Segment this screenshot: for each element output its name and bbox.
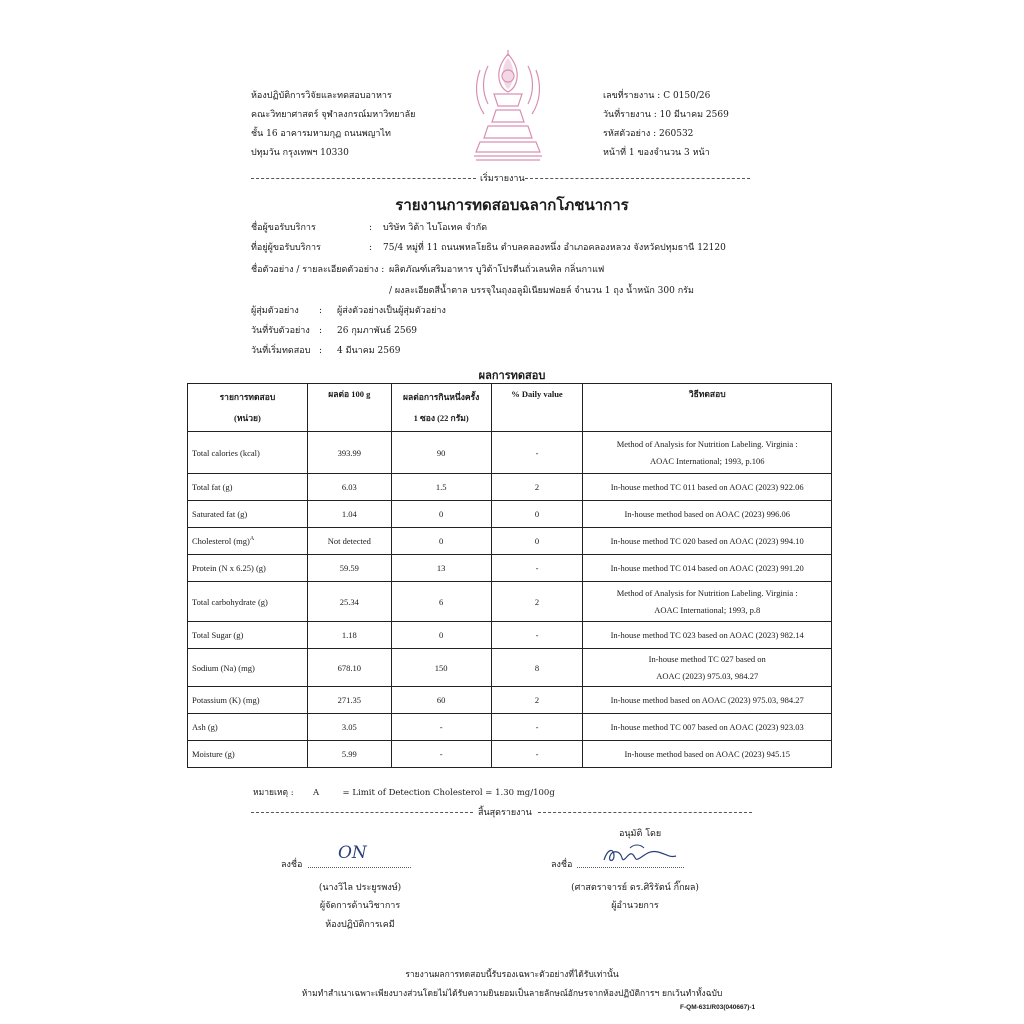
- results-table: [187, 383, 832, 768]
- cell-method: [583, 649, 832, 687]
- report-end-label: สิ้นสุดรายงาน: [478, 808, 532, 818]
- cell-item: Saturated fat (g): [188, 501, 308, 528]
- separator-right: [525, 178, 750, 179]
- note-text: = Limit of Detection Cholesterol = 1.30 mg/100g: [342, 788, 555, 798]
- right-signer-name: (ศาสตราจารย์ ดร.ศิริรัตน์ กิ๊กผล): [571, 883, 699, 893]
- lab-address-line: คณะวิทยาศาสตร์ จุฬาลงกรณ์มหาวิทยาลัย: [251, 110, 416, 120]
- header-item: รายการทดสอบ (หน่วย): [188, 384, 308, 432]
- sampler-label: ผู้สุ่มตัวอย่าง: [251, 306, 299, 316]
- table-row: [188, 622, 832, 649]
- start-label: วันที่เริ่มทดสอบ: [251, 346, 311, 356]
- cell-dv: -: [491, 714, 583, 741]
- method-line: Method of Analysis for Nutrition Labeling. Virginia :: [616, 438, 798, 449]
- cell-method: [583, 555, 832, 582]
- sample-label: ชื่อตัวอย่าง / รายละเอียดตัวอย่าง :: [251, 265, 385, 275]
- cell-method: [583, 528, 832, 555]
- start-row: วันที่เริ่มทดสอบ : 4 มีนาคม 2569: [251, 343, 400, 359]
- method-line: In-house method based on AOAC (2023) 945.15: [624, 748, 790, 759]
- table-row: [188, 741, 832, 768]
- page-title: รายงานการทดสอบฉลากโภชนาการ: [395, 196, 629, 214]
- cell-serving: 60: [391, 687, 491, 714]
- form-code: F-QM-631/R03(040667)-1: [680, 1004, 756, 1011]
- method-line: AOAC International; 1993, p.106: [649, 455, 765, 466]
- cell-serving: -: [391, 741, 491, 768]
- header-daily-value: % Daily value: [491, 384, 583, 432]
- cell-item: Total carbohydrate (g): [188, 582, 308, 622]
- method-line: In-house method TC 020 based on AOAC (2023) 994.10: [610, 535, 804, 546]
- method-line: AOAC (2023) 975.03, 984.27: [656, 670, 759, 681]
- sampler-row: ผู้สุ่มตัวอย่าง : ผู้ส่งตัวอย่างเป็นผู้สุ่มตัวอย่าง: [251, 303, 446, 319]
- page-indicator: หน้าที่ 1 ของจำนวน 3 หน้า: [603, 148, 710, 158]
- approved-by-label: อนุมัติ โดย: [619, 829, 662, 839]
- cell-serving: 0: [391, 528, 491, 555]
- cell-per100: 25.34: [307, 582, 391, 622]
- end-separator-right: [538, 812, 752, 813]
- cell-per100: 59.59: [307, 555, 391, 582]
- address-value: 75/4 หมู่ที่ 11 ถนนพหลโยธิน ตำบลคลองหนึ่ง อำเภอคลองหลวง จังหวัดปทุมธานี 12120: [383, 243, 726, 253]
- cell-item: Moisture (g): [188, 741, 308, 768]
- footer-line-1: รายงานผลการทดสอบนี้รับรองเฉพาะตัวอย่างที่ได้รับเท่านั้น: [405, 970, 619, 980]
- table-row: [188, 501, 832, 528]
- sampler-value: ผู้ส่งตัวอย่างเป็นผู้สุ่มตัวอย่าง: [337, 306, 446, 316]
- cell-item: Sodium (Na) (mg): [188, 649, 308, 687]
- customer-value: บริษัท วิต้า ไบโอเทค จำกัด: [383, 223, 488, 233]
- cell-per100: Not detected: [307, 528, 391, 555]
- sample-detail-row: [389, 283, 694, 299]
- cell-dv: 0: [491, 501, 583, 528]
- table-row: [188, 474, 832, 501]
- results-title: ผลการทดสอบ: [478, 369, 546, 382]
- cell-serving: 6: [391, 582, 491, 622]
- cell-serving: 13: [391, 555, 491, 582]
- cell-dv: 2: [491, 474, 583, 501]
- cell-per100: 271.35: [307, 687, 391, 714]
- report-meta: [603, 87, 729, 163]
- table-row: [188, 555, 832, 582]
- cell-item: Potassium (K) (mg): [188, 687, 308, 714]
- sample-value: ผลิตภัณฑ์เสริมอาหาร บูวิต้าโปรตีนถั่วเลนทิล กลิ่นกาแฟ: [389, 265, 605, 275]
- cell-per100: 6.03: [307, 474, 391, 501]
- cell-per100: 1.04: [307, 501, 391, 528]
- cell-serving: 90: [391, 432, 491, 474]
- report-start-label: เริ่มรายงาน: [480, 174, 525, 184]
- end-separator-left: [251, 812, 473, 813]
- right-sign-label: ลงชื่อ: [551, 860, 573, 870]
- cell-serving: 0: [391, 501, 491, 528]
- cell-method: [583, 582, 832, 622]
- method-line: In-house method TC 007 based on AOAC (2023) 923.03: [610, 721, 804, 732]
- method-line: In-house method TC 014 based on AOAC (2023) 991.20: [610, 562, 804, 573]
- method-line: In-house method TC 011 based on AOAC (2023) 922.06: [610, 481, 804, 492]
- method-line: In-house method TC 023 based on AOAC (2023) 982.14: [610, 629, 804, 640]
- cell-method: [583, 622, 832, 649]
- sample-code: รหัสตัวอย่าง : 260532: [603, 129, 694, 139]
- left-sign-label: ลงชื่อ: [281, 860, 303, 870]
- lab-address-line: ชั้น 16 อาคารมหามกุฏ ถนนพญาไท: [251, 129, 391, 139]
- report-date: วันที่รายงาน : 10 มีนาคม 2569: [603, 110, 729, 120]
- cell-method: [583, 432, 832, 474]
- cell-per100: 1.18: [307, 622, 391, 649]
- left-sign-line: [308, 867, 411, 868]
- header-per100: ผลต่อ 100 g: [307, 384, 391, 432]
- table-row: [188, 528, 832, 555]
- cell-item: Total calories (kcal): [188, 432, 308, 474]
- method-line: Method of Analysis for Nutrition Labeling. Virginia :: [616, 587, 798, 598]
- cell-dv: -: [491, 622, 583, 649]
- table-row: [188, 582, 832, 622]
- header-method: วิธีทดสอบ: [583, 384, 832, 432]
- cell-dv: 8: [491, 649, 583, 687]
- address-label: ที่อยู่ผู้ขอรับบริการ: [251, 243, 321, 253]
- table-row: [188, 714, 832, 741]
- cell-method: [583, 714, 832, 741]
- customer-row: ชื่อผู้ขอรับบริการ : บริษัท วิต้า ไบโอเทค จำกัด: [251, 220, 487, 236]
- cell-item: Total Sugar (g): [188, 622, 308, 649]
- lab-address: [251, 87, 415, 163]
- cell-method: [583, 474, 832, 501]
- cell-item: Protein (N x 6.25) (g): [188, 555, 308, 582]
- header-serving: ผลต่อการกินหนึ่งครั้ง 1 ซอง (22 กรัม): [391, 384, 491, 432]
- left-signer-title: ผู้จัดการด้านวิชาการ: [319, 901, 401, 911]
- table-row: [188, 687, 832, 714]
- separator-left: [251, 178, 476, 179]
- cell-serving: 0: [391, 622, 491, 649]
- right-signature: [600, 840, 680, 870]
- cell-per100: 3.05: [307, 714, 391, 741]
- footer-line-2: ห้ามทำสำเนาเฉพาะเพียงบางส่วนโดยไม่ได้รับความยินยอมเป็นลายลักษณ์อักษรจากห้องปฏิบัติการฯ ยกเว้นทำทั้งฉบับ: [301, 989, 723, 999]
- footnote-marker: A: [249, 536, 255, 543]
- received-label: วันที่รับตัวอย่าง: [251, 326, 310, 336]
- lab-address-line: ปทุมวัน กรุงเทพฯ 10330: [251, 148, 349, 158]
- cell-dv: -: [491, 432, 583, 474]
- report-number: เลขที่รายงาน : C 0150/26: [603, 91, 711, 101]
- cell-dv: -: [491, 555, 583, 582]
- cell-method: [583, 741, 832, 768]
- cell-dv: 2: [491, 582, 583, 622]
- university-seal-logo: [468, 48, 548, 166]
- cell-dv: 2: [491, 687, 583, 714]
- cell-serving: 1.5: [391, 474, 491, 501]
- cell-serving: 150: [391, 649, 491, 687]
- sample-detail-value: / ผงละเอียดสีน้ำตาล บรรจุในถุงอลูมิเนียมฟอยล์ จำนวน 1 ถุง น้ำหนัก 300 กรัม: [389, 286, 694, 296]
- sample-row: [251, 262, 604, 278]
- left-signer-name: (นางวิไล ประยูรพงษ์): [318, 883, 402, 893]
- cell-dv: 0: [491, 528, 583, 555]
- cell-method: [583, 501, 832, 528]
- table-row: [188, 432, 832, 474]
- note-row: [253, 785, 555, 799]
- cell-per100: 393.99: [307, 432, 391, 474]
- cell-item: Cholesterol (mg)$^A$: [188, 528, 308, 555]
- customer-label: ชื่อผู้ขอรับบริการ: [251, 223, 316, 233]
- cell-method: [583, 687, 832, 714]
- received-row: วันที่รับตัวอย่าง : 26 กุมภาพันธ์ 2569: [251, 323, 417, 339]
- cell-per100: 5.99: [307, 741, 391, 768]
- lab-address-line: ห้องปฏิบัติการวิจัยและทดสอบอาหาร: [251, 91, 392, 101]
- method-line: In-house method based on AOAC (2023) 996.06: [624, 508, 790, 519]
- note-marker: A: [312, 788, 320, 798]
- start-value: 4 มีนาคม 2569: [337, 346, 401, 356]
- method-line: In-house method TC 027 based on: [648, 653, 766, 664]
- cell-dv: -: [491, 741, 583, 768]
- right-signer-title: ผู้อำนวยการ: [611, 901, 659, 911]
- method-line: In-house method based on AOAC (2023) 975.03, 984.27: [610, 694, 804, 705]
- received-value: 26 กุมภาพันธ์ 2569: [337, 326, 418, 336]
- cell-per100: 678.10: [307, 649, 391, 687]
- cell-item: Ash (g): [188, 714, 308, 741]
- table-header-row: [188, 384, 832, 432]
- cell-serving: -: [391, 714, 491, 741]
- table-row: [188, 649, 832, 687]
- left-signature: ON: [338, 843, 367, 863]
- address-row: ที่อยู่ผู้ขอรับบริการ : 75/4 หมู่ที่ 11 ถนนพหลโยธิน ตำบลคลองหนึ่ง อำเภอคลองหลวง จังหวัดปทุมธานี 12120: [251, 240, 726, 256]
- cell-item: Total fat (g): [188, 474, 308, 501]
- note-label: หมายเหตุ :: [253, 788, 294, 798]
- method-line: AOAC International; 1993, p.8: [654, 604, 761, 615]
- left-signer-dept: ห้องปฏิบัติการเคมี: [325, 920, 395, 930]
